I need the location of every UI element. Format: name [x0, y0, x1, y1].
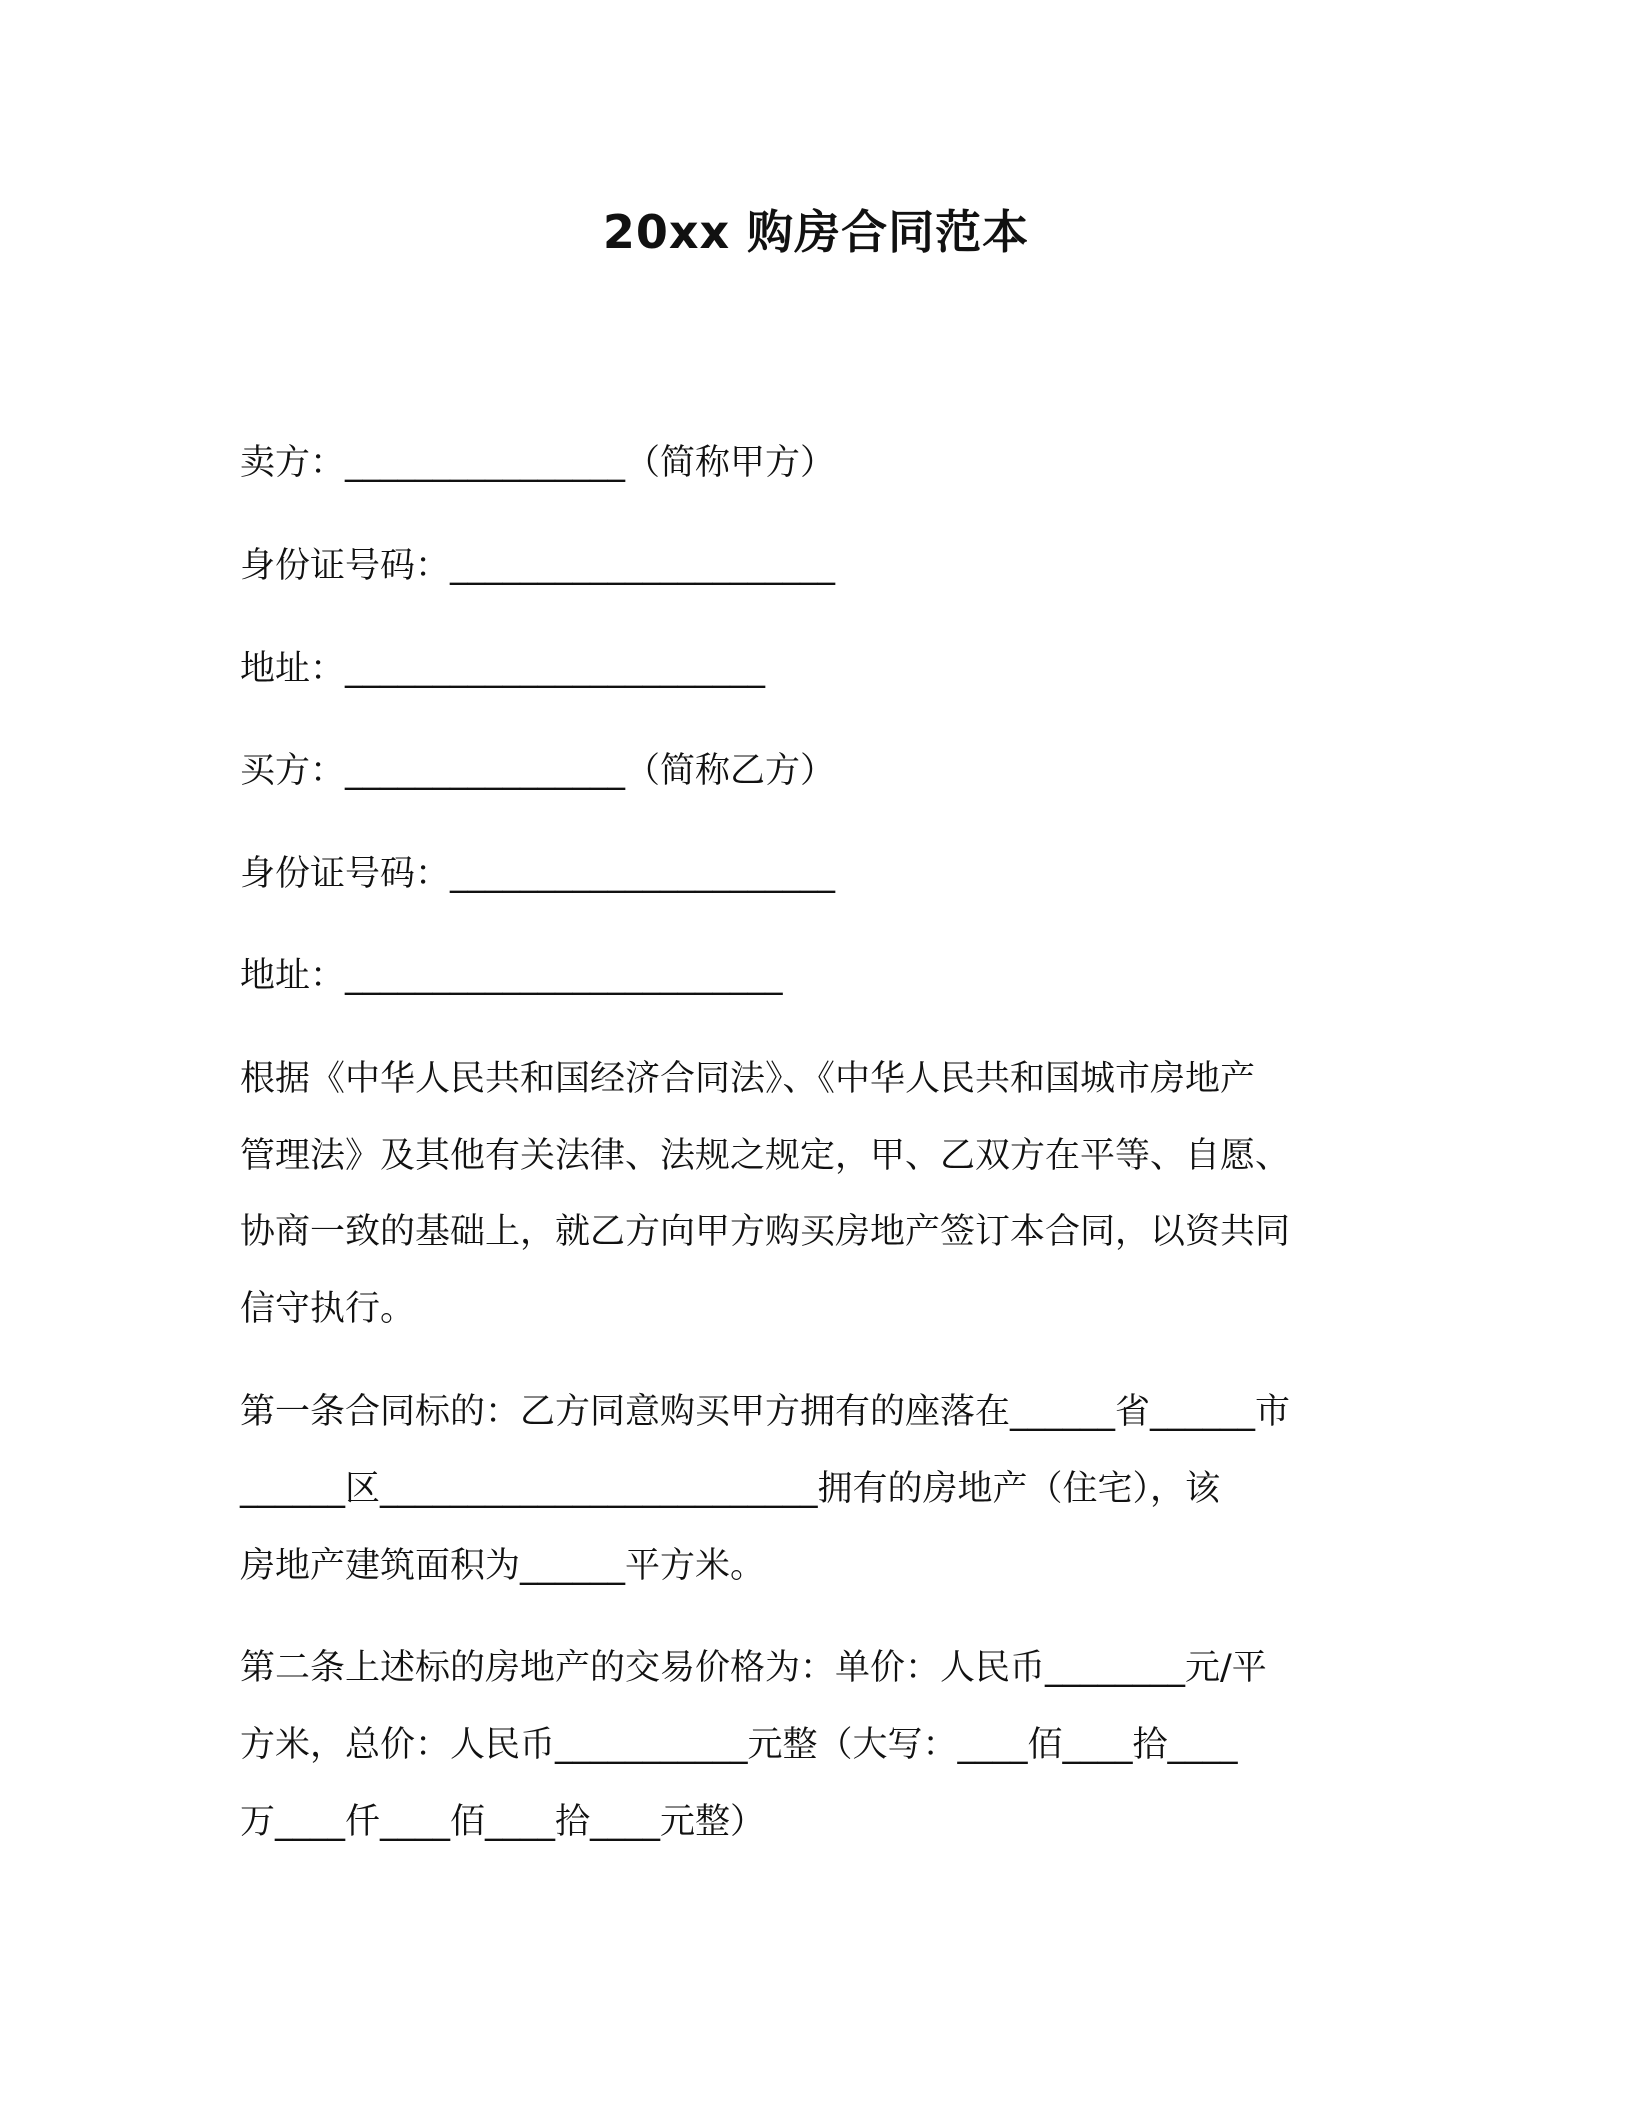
article-2-line-2: 方米，总价：人民币___________元整（大写：____佰____拾____ [240, 1725, 1238, 1765]
article-1-line-3: 房地产建筑面积为______平方米。 [240, 1546, 766, 1586]
preamble-line-2: 管理法》及其他有关法律、法规之规定，甲、乙双方在平等、自愿、 [240, 1136, 1291, 1176]
article-1-line-1: 第一条合同标的：乙方同意购买甲方拥有的座落在______省______市 [240, 1392, 1291, 1432]
seller-address-line: 地址：________________________ [240, 649, 766, 689]
buyer-id-line: 身份证号码：______________________ [240, 854, 836, 894]
article-2-line-3: 万____仟____佰____拾____元整） [240, 1802, 766, 1842]
buyer-line: 买方：________________（简称乙方） [240, 751, 836, 791]
article-1-line-2: ______区_________________________拥有的房地产（住宅），该 [240, 1469, 1221, 1509]
preamble-line-4: 信守执行。 [240, 1289, 416, 1329]
seller-id-line: 身份证号码：______________________ [240, 546, 836, 586]
buyer-address-line: 地址：_________________________ [240, 956, 783, 996]
preamble-line-1: 根据《中华人民共和国经济合同法》、《中华人民共和国城市房地产 [240, 1059, 1256, 1099]
article-2-line-1: 第二条上述标的房地产的交易价格为：单价：人民币________元/平 [240, 1648, 1267, 1688]
preamble-line-3: 协商一致的基础上，就乙方向甲方购买房地产签订本合同，以资共同 [240, 1212, 1291, 1252]
document-title: 20xx 购房合同范本 [602, 205, 1030, 259]
seller-line: 卖方：________________（简称甲方） [240, 443, 836, 483]
